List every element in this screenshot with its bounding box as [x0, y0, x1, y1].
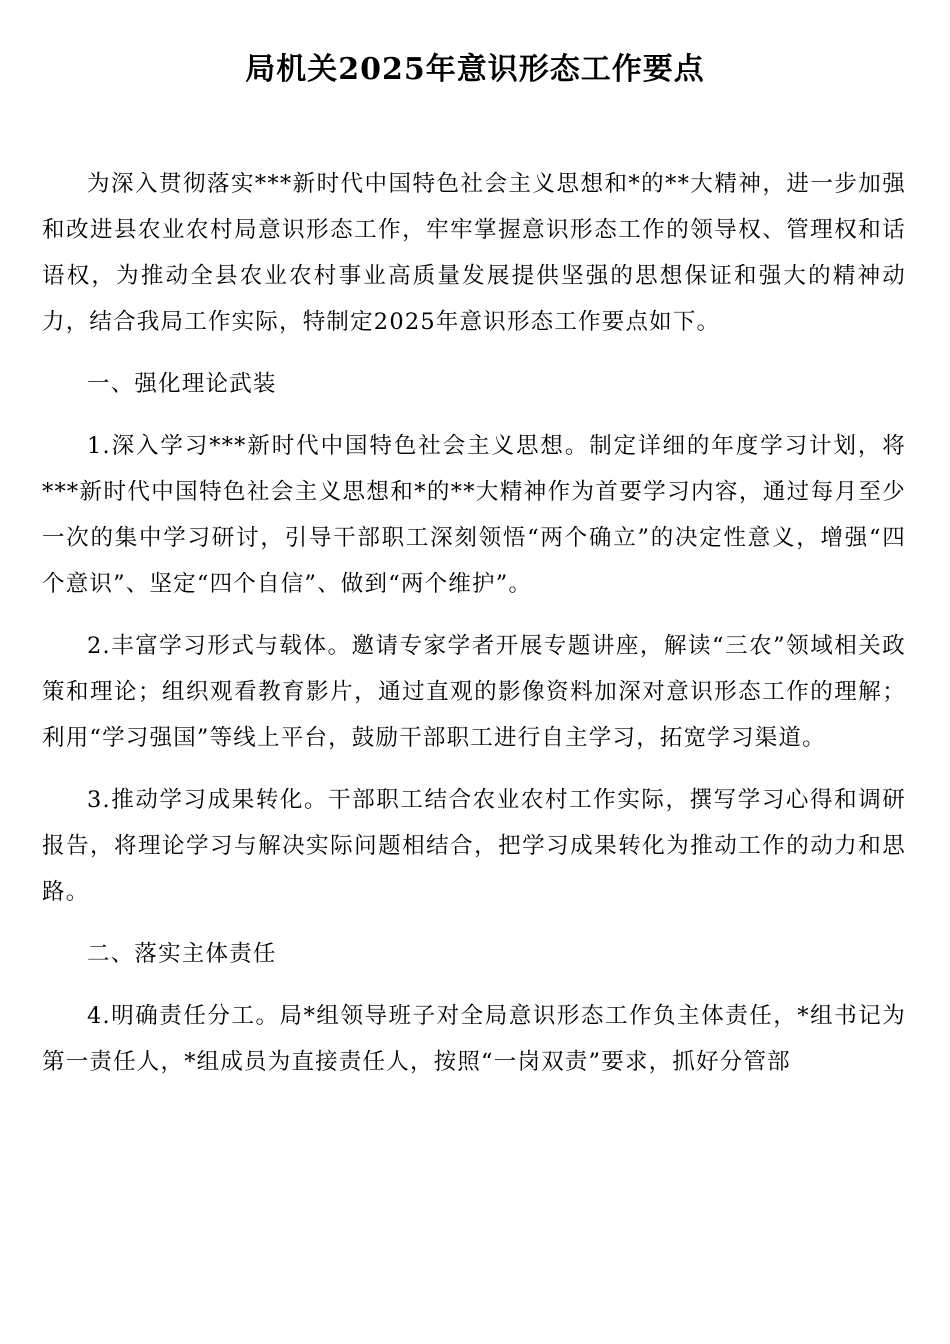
section-2-item-1: 4.明确责任分工。局*组领导班子对全局意识形态工作负主体责任，*组书记为第一责任人，*组成员为直接责任人，按照“一岗双责”要求，抓好分管部: [42, 1003, 906, 1075]
section-heading-2: 二、落实主体责任: [87, 941, 277, 967]
section-1-item-2: 2.丰富学习形式与载体。邀请专家学者开展专题讲座，解读“三农”领域相关政策和理论；组织观看教育影片，通过直观的影像资料加深对意识形态工作的理解；利用“学习强国”等线上平台，鼓励干部职工进行自主学习，拓宽学习渠道。: [42, 633, 906, 751]
section-1-item-3: 3.推动学习成果转化。干部职工结合农业农村工作实际，撰写学习心得和调研报告，将理论学习与解决实际问题相结合，把学习成果转化为推动工作的动力和思路。: [42, 787, 906, 905]
section-1-item-1: 1.深入学习***新时代中国特色社会主义思想。制定详细的年度学习计划，将***新时代中国特色社会主义思想和*的**大精神作为首要学习内容，通过每月至少一次的集中学习研讨，引导干部职工深刻领悟“两个确立”的决定性意义，增强“四个意识”、坚定“四个自信”、做到“两个维护”。: [42, 433, 906, 597]
document-body: [42, 161, 906, 1085]
section-heading-1: 一、强化理论武装: [87, 371, 277, 397]
intro-paragraph: 为深入贯彻落实***新时代中国特色社会主义思想和*的**大精神，进一步加强和改进县农业农村局意识形态工作，牢牢掌握意识形态工作的领导权、管理权和话语权，为推动全县农业农村事业高质量发展提供坚强的思想保证和强大的精神动力，结合我局工作实际，特制定2025年意识形态工作要点如下。: [42, 171, 906, 335]
document-title: 局机关2025年意识形态工作要点: [245, 52, 705, 87]
